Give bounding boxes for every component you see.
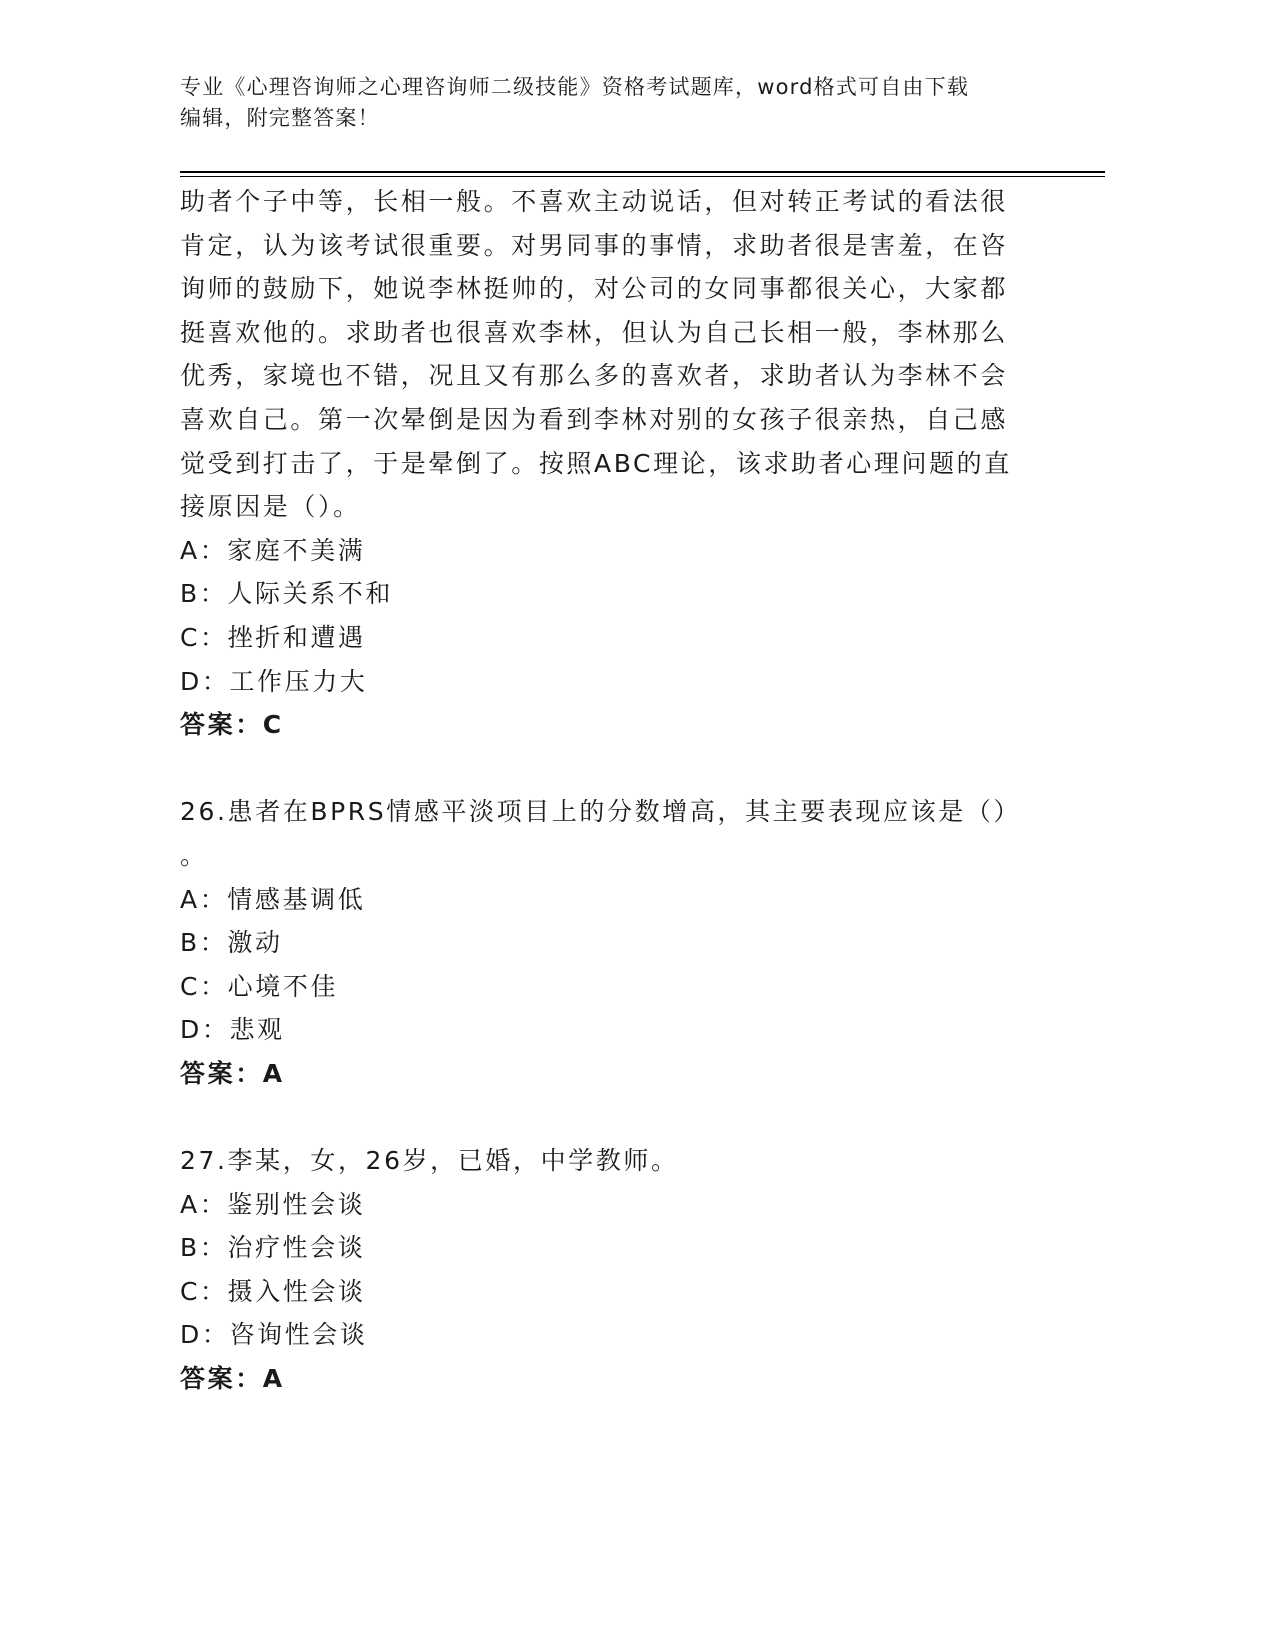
question-27 xyxy=(180,1139,1040,1401)
question-stem-line: 。 xyxy=(180,840,208,870)
question-26 xyxy=(180,790,1040,1095)
option-b: B：人际关系不和 xyxy=(180,579,393,609)
option-c: C：心境不佳 xyxy=(180,971,339,1001)
option-a: A：家庭不美满 xyxy=(180,535,366,565)
option-c: C：挫折和遭遇 xyxy=(180,622,366,652)
answer: 答案：C xyxy=(180,710,284,740)
header-line-1: 专业《心理咨询师之心理咨询师二级技能》资格考试题库，word格式可自由下载 xyxy=(180,75,970,99)
question-stem-line: 喜欢自己。第一次晕倒是因为看到李林对别的女孩子很亲热，自己感 xyxy=(180,404,1009,434)
header-divider-thin xyxy=(180,176,1105,177)
option-d: D：悲观 xyxy=(180,1015,285,1045)
question-stem-line: 助者个子中等，长相一般。不喜欢主动说话，但对转正考试的看法很 xyxy=(180,187,1009,216)
header-line-2: 编辑，附完整答案！ xyxy=(180,106,380,130)
option-d: D：工作压力大 xyxy=(180,666,368,696)
question-stem-line: 询师的鼓励下，她说李林挺帅的，对公司的女同事都很关心，大家都 xyxy=(180,274,1009,304)
question-stem-line: 觉受到打击了，于是晕倒了。按照ABC理论，该求助者心理问题的直 xyxy=(180,448,1012,478)
question-stem-line: 挺喜欢他的。求助者也很喜欢李林，但认为自己长相一般，李林那么 xyxy=(180,317,1009,347)
answer: 答案：A xyxy=(180,1058,285,1088)
option-b: B：激动 xyxy=(180,928,283,958)
document-header xyxy=(180,72,1040,134)
question-stem-line: 优秀，家境也不错，况且又有那么多的喜欢者，求助者认为李林不会 xyxy=(180,361,1009,391)
question-stem-line: 接原因是（）。 xyxy=(180,492,361,522)
question-stem-line: 27.李某，女，26岁，已婚，中学教师。 xyxy=(180,1146,679,1176)
option-b: B：治疗性会谈 xyxy=(180,1233,366,1263)
option-a: A：情感基调低 xyxy=(180,884,366,914)
question-25 xyxy=(180,180,1040,747)
document-body xyxy=(180,180,1040,1401)
question-stem-line: 肯定，认为该考试很重要。对男同事的事情，求助者很是害羞，在咨 xyxy=(180,230,1009,260)
option-d: D：咨询性会谈 xyxy=(180,1320,368,1350)
option-a: A：鉴别性会谈 xyxy=(180,1189,366,1219)
question-stem-line: 26.患者在BPRS情感平淡项目上的分数增高，其主要表现应该是（） xyxy=(180,797,1022,827)
answer: 答案：A xyxy=(180,1364,285,1394)
option-c: C：摄入性会谈 xyxy=(180,1276,366,1306)
header-divider xyxy=(180,171,1105,173)
